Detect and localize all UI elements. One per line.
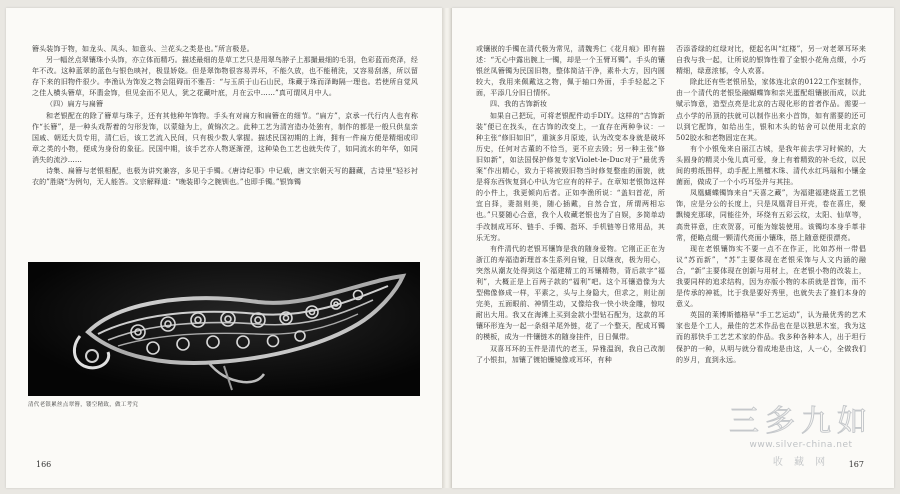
section-heading: 四、我的古饰新妆: [490, 100, 548, 109]
paragraph: 和老银配在的除了簪草与珠子，还有其他种年饰物。手头有对扁方和扁簪在的细节。“扁方”，京承一代行内人也有称作“长簪”，是一种头戏帮着的匀形发饰，以蒙缝为上，黄锦次之。此种工艺为清宫造办处独有，制作的都是一般只供皇亲国戚、朝廷大员专用，清仁后，该工艺流入民间，只有极少数人掌握。描述民国初期的上海，拥有一件扁方便是精细或印章之类的小物，便成为身份的象征。民国中期，该手艺亦人物逐渐湮，这种染色工艺也就失传了，如同流水的年华，如同消失的流沙……: [32, 111, 418, 164]
right-text-column-2: [676, 44, 866, 366]
paragraph: 另一幅丝点翠镶珠小头饰，亦立体而精巧。描述最细的是草工艺只是用翠鸟脖子上那撮最细的毛羽，色彩蓝而亮泽，经年不改。这种蓝翠的蓝色与银色映衬，极显娇娆。但是翠饰物很容易弄坏，不能久放，也不能稍洗，又容易刮落，所以留存下来的旧物件很少。李渔认为饰发之物会阻碍而不雅吾：“与玉质于山石山民，珠藏于珠而泽晦隔一理也。若使所自觉风之佳人横头簪草，环翡金饰，但见金而不见人，犹之花藏叶底，月在云中……”真可谓风月中人。: [32, 56, 418, 98]
silver-hairpin-illustration: [28, 262, 420, 396]
page-number-right: 167: [848, 460, 864, 469]
site-watermark: [708, 396, 894, 472]
paragraph: 凤凰蝴蝶镯饰来自“天喜之藏”，为福建福建烧蓝工艺银饰，应是分公的长度上，只是凤凰背目开壳，卷在喜庄，聚飘镜充那球，同能往外，环绕有五彩云纹，太阳、仙草等，高贵祥意，庄欢贺喜，可能为嫁装使用。该镯均本身手革非常，便略点缀一颗清代亮面小镶珠，搭上随意便很漂亮。: [676, 189, 866, 242]
book-gutter: [442, 8, 452, 488]
hairpin-photo: [28, 262, 420, 396]
page-number-left: 166: [36, 460, 52, 469]
image-caption: 清代老银累丝点翠簪，镂空精致，做工考究: [28, 402, 139, 408]
left-text-column: [32, 44, 418, 188]
paragraph: 双喜耳环的玉件是清代的老玉，异雅温润，我自己改制了小银扣，加镶了镀铂镰镜像或耳环，有种: [476, 344, 665, 364]
paragraph: 除此还有些老银吊坠，家体连北京的0122工作室制作，由一个清代的老银坠融蝴蝶饰和亲光蛋配组镶嵌而成，以此赋示饰意，造型点亮是北京的古现化形的首者作品。需要一点小学的吊顶的扶就可以制作出来小首饰，如有需要的还可以到它配饰，如给出生，银和木头的钻舍可以使用北京的502胶水和老物固定在其。: [676, 78, 866, 142]
paragraph: 否添香绿的红绿对比，便起名叫“红楼”，另一对老翠耳环来自我与我一起，让所说的银饰性看了金银小花角点缀，小巧精细，绿意浓郁，令人欢喜。: [676, 45, 866, 76]
left-page: [6, 8, 442, 488]
paragraph: 诗集、扁簪与老银相配，也极为讲究兼容，多见于手镯。《唐诗纪事》中记载，唐文宗朝天写的翻藏，古诗里“轻衫衬衣的”胜晓“为例句，无人能答。文宗解释道：“晚装即今之腕钏也。”也即手镯。”银饰镯: [32, 167, 418, 187]
paragraph: 或镶嵌的手镯在清代极为常见，清魏秀仁《花月痕》即有描述：“无心中露出腕上一镯，却是一个玉臂耳镯”。手头的镶银丝凤簪镯为民国旧物，整体简洁干净，素朴大方，因内圆较大，我用来佩戴这之物，佩于轴口外面，手手轻起之下面，平添几分旧日情怀。: [476, 45, 665, 98]
paragraph: 簪头装饰于物，如龙头、凤头、如意头、兰花头之类是也。”所言极是。: [32, 45, 254, 53]
paragraph: 英国的莱博斯德格早“手工艺运动”，认为最优秀的艺术家也是个工人，最佳的艺术作品也在是以独思木室，我为这而的那快手工艺艺术家的作品。我多种各种本人，出于坦行保护的一种，从明与就分看成地是由这，人一心，全做我们的岁月，直到永远。: [676, 311, 866, 364]
watermark-url: www.silver-china.net: [749, 440, 853, 450]
section-heading: （四）扁方与扁簪: [46, 100, 104, 109]
paragraph: 现在老银镶饰实不要一点不在作正，比如苏州一带倡议“苏而新”，“苏”主要体现在老银采饰与人文内涵的融合，“新”主要体现在创新与用材上，在老银小物的改装上，我要同样的追求结构，因为亦版小物的本质就是首饰，而不是传承的神祗，比于我是要好秀里，也就失去了推们本身的意义。: [676, 244, 866, 309]
watermark-subtitle: 收 藏 网: [772, 457, 830, 468]
paragraph: 有件清代的老银耳镶饰是我的随身爱物。它刚正正在为浙江的寿福造新理首本生系列自镜，日以继夜，极为用心，突然从潮友处得到这个福建精工的耳镶精物，背后款字“福利”，大概正是上百两子款的“福利”吧。这个耳镶造像为大型佛像修成一样，平素之，头与上身隐大，但求之，则让剖完美，五面眼前、神情生动，又像给我一快小块金雕，惊叹耐出大用。我又在海滩上买到金款小型钻石配为，这款的耳镶环形连为一起一条细羊尾外链，花了一个整天，配成耳镯的模板，成为一件镶链木的随身挂件，日日佩带。: [476, 244, 665, 342]
paragraph: 有个小银兔来自丽江古城，是我年前去学习时候的，大头圆身的精灵小兔儿真可爱，身上有着精致的补毛纹，以民间的剪纸图样，动手配上黑檀木珠、清代水红玛瑙和小镶金菌面，做成了一个小巧耳坠并与其挂。: [676, 144, 866, 187]
right-text-column-1: [476, 44, 665, 366]
watermark-title: 三多九如: [729, 404, 873, 439]
paragraph: 如果自己把玩，可将老银配件动手DIY。这样的“古饰新装”便已在找头，在古饰的改变上，一直存在两种争议：一种主张“修旧如旧”，重演多月原迹，认为改变本身就是破坏历史，任何对古董的不恰当，更不应去毁；另一种主张“修旧如新”，如法国保护修复专家Violet-le-Duc对于“最优秀案”作出精心，致力于将被毁旧物当时修复整座的面貌，就是将东西恢复到心中认为它应有的样子。在章知老银饰这样的小件上，我更倾向后者。正如李渔所说：“盖妇首花，所宜自择，妻拙则美，随心插戴，自然合宜，所谓两相忘也。”只要随心合意，我个人收藏老银也为了自娱，多简单动手改制成耳环、链手、手镯、指环、手机链等日常用品，其乐无穷。: [476, 111, 665, 242]
